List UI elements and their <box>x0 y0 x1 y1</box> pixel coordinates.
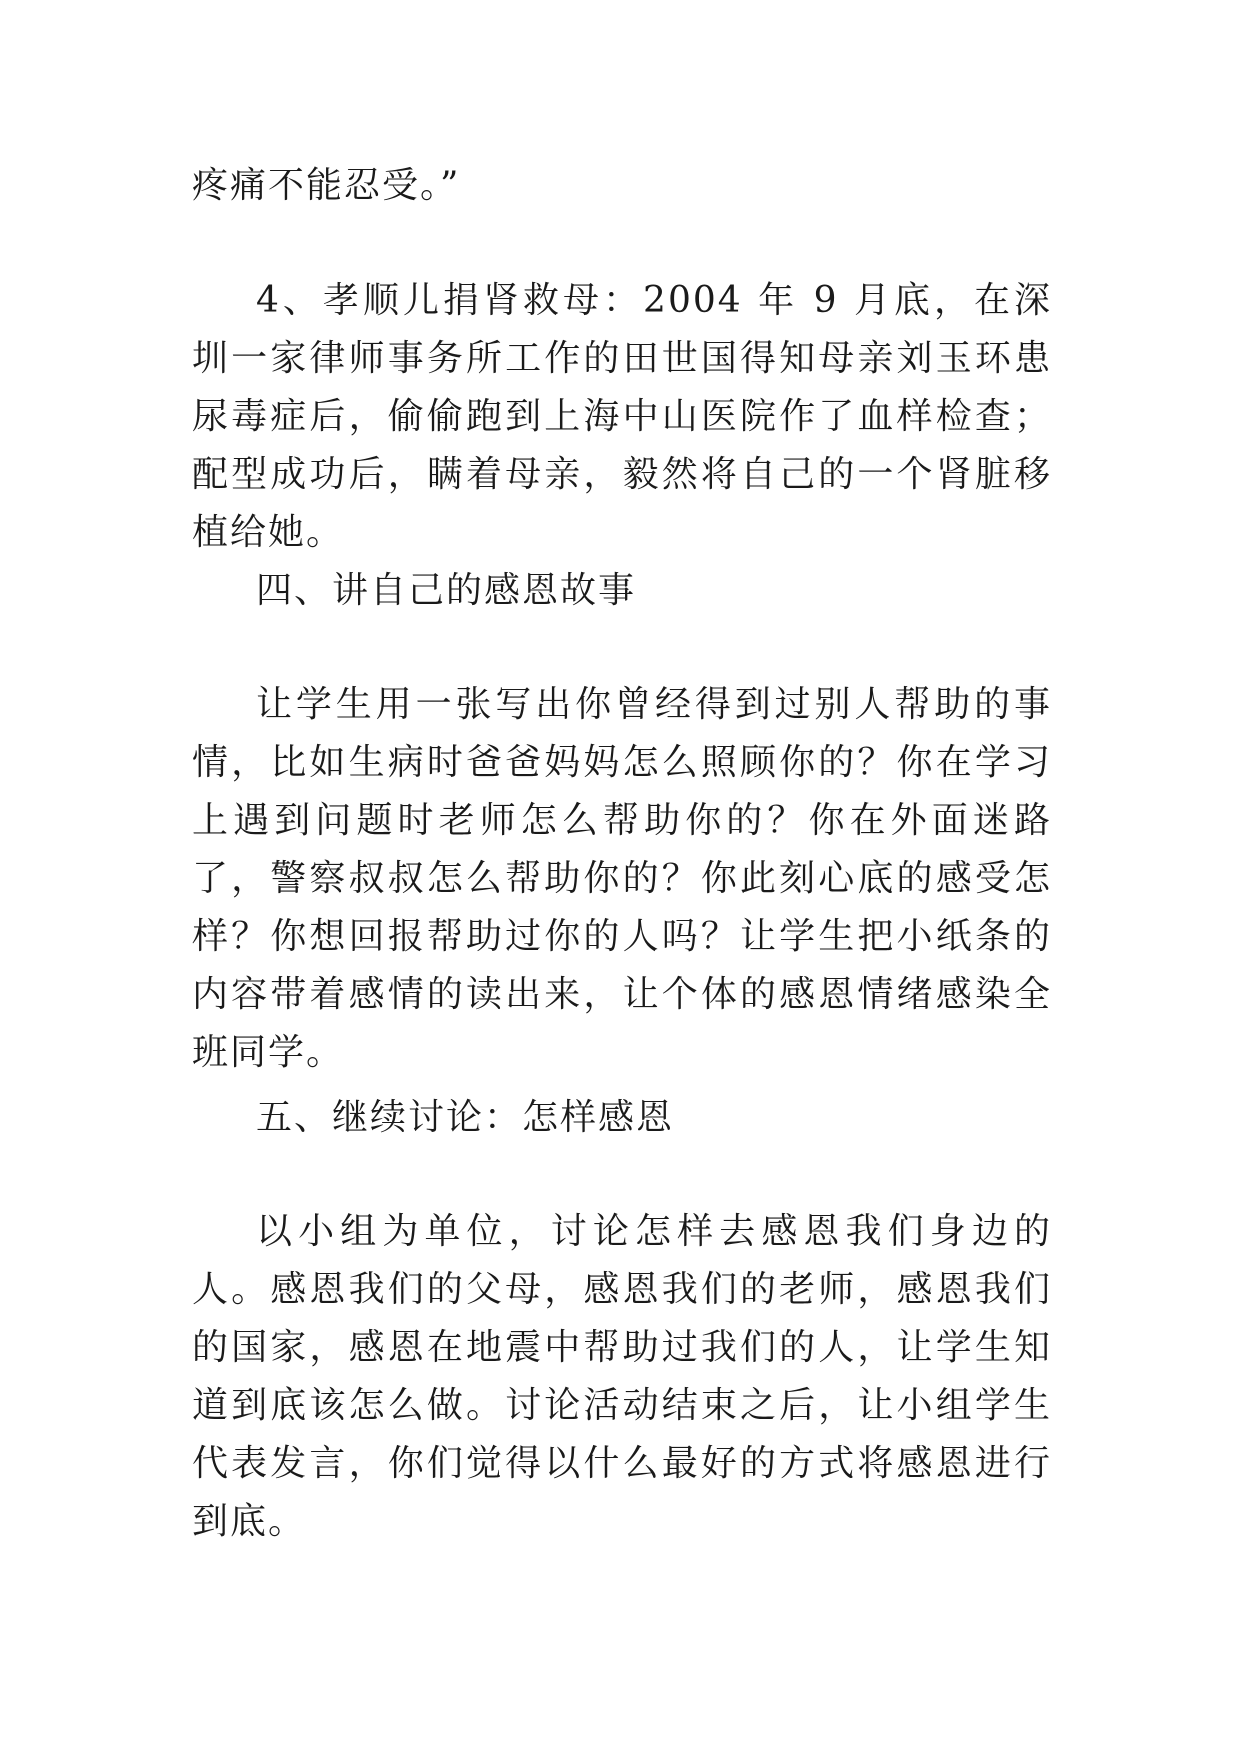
paragraph-section-4-body: 让学生用一张写出你曾经得到过别人帮助的事情，比如生病时爸爸妈妈怎么照顾你的？你在学习上遇到问题时老师怎么帮助你的？你在外面迷路了，警察叔叔怎么帮助你的？你此刻心底的感受怎样？你想回报帮助过你的人吗？让学生把小纸条的内容带着感情的读出来，让个体的感恩情绪感染全班同学。 <box>192 684 1052 1073</box>
paragraph-section-5-body: 以小组为单位，讨论怎样去感恩我们身边的人。感恩我们的父母，感恩我们的老师，感恩我们的国家，感恩在地震中帮助过我们的人，让学生知道到底该怎么做。讨论活动结束之后，让小组学生代表发言，你们觉得以什么最好的方式将感恩进行到底。 <box>192 1211 1052 1542</box>
section-heading-5: 五、继续讨论：怎样感恩 <box>256 1097 675 1138</box>
section-heading-4: 四、讲自己的感恩故事 <box>256 570 637 611</box>
paragraph-example-4: 4、孝顺儿捐肾救母：2004 年 9 月底，在深圳一家律师事务所工作的田世国得知母亲刘玉环患尿毒症后，偷偷跑到上海中山医院作了血样检查；配型成功后，瞒着母亲，毅然将自己的一个肾脏移植给她。 <box>192 280 1052 553</box>
paragraph-continuation: 疼痛不能忍受。” <box>192 165 461 206</box>
